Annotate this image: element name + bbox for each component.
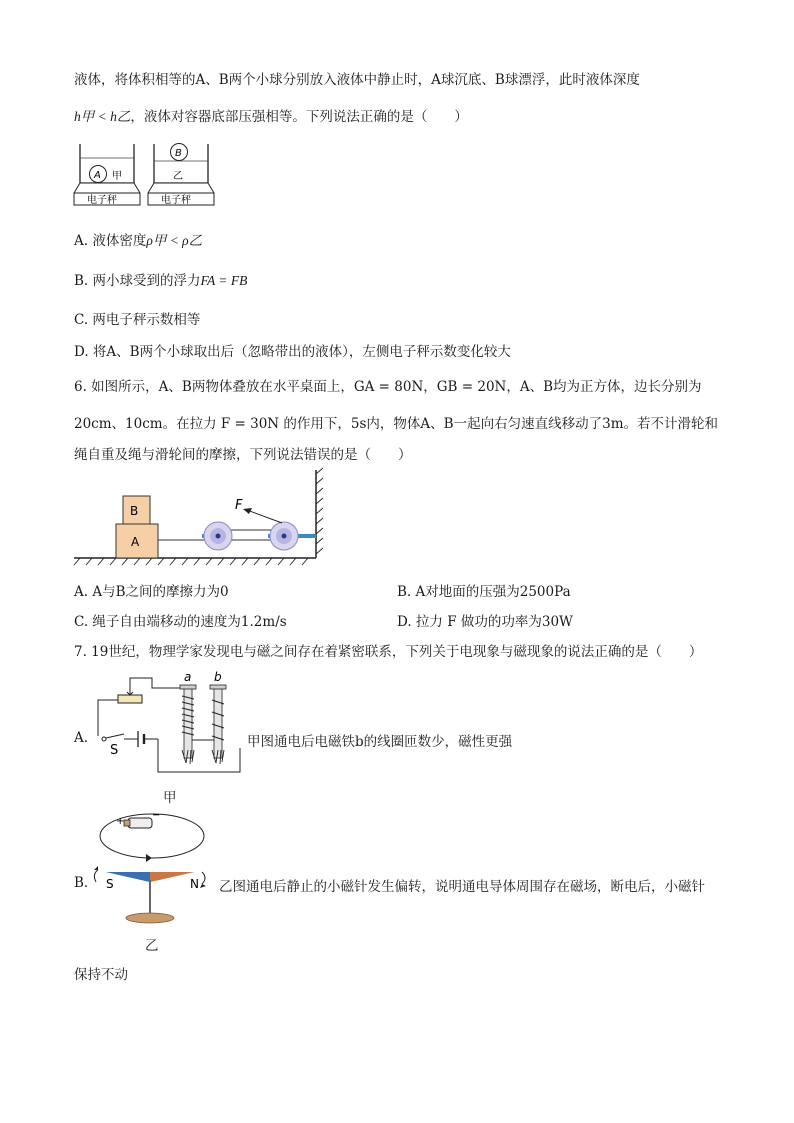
ball-a-label: A xyxy=(94,170,101,181)
left-scale xyxy=(74,183,140,206)
q5-option-a xyxy=(74,229,202,249)
q5-option-d: D. 将A、B两个小球取出后（忽略带出的液体），左侧电子秤示数变化较大 xyxy=(74,344,511,360)
right-beaker xyxy=(154,144,208,184)
coil-a-label: a xyxy=(184,670,192,684)
electromagnet-a xyxy=(180,670,196,764)
block-b-label: B xyxy=(130,504,139,518)
q7-stem: 7. 19世纪，物理学家发现电与磁之间存在着紧密联系，下列关于电现象与磁现象的说法正确的是（ ） xyxy=(74,644,703,660)
scale-right-label: 电子秤 xyxy=(161,195,191,206)
force-label: F xyxy=(235,498,243,513)
label-yi: 乙 xyxy=(173,171,183,182)
label-jia: 甲 xyxy=(112,171,122,182)
pole-n-label: N xyxy=(190,877,199,891)
q6-stem-line1: 6. 如图所示，A、B两物体叠放在水平桌面上，GA = 80N，GB = 20N，A、B均为正方体，边长分别为 xyxy=(74,379,702,395)
electromagnet-b xyxy=(210,670,226,764)
coil-b-label: b xyxy=(214,670,222,684)
scale-left-label: 电子秤 xyxy=(87,195,117,206)
q5-option-b xyxy=(74,269,247,289)
q5-stem-line1: 液体，将体积相等的A、B两个小球分别放入液体中静止时，A球沉底、B球漂浮，此时液体深度 xyxy=(74,72,640,88)
plus-label: + xyxy=(116,816,125,827)
q6-stem-line3: 绳自重及绳与滑轮间的摩擦，下列说法错误的是（ ） xyxy=(74,447,412,463)
right-scale xyxy=(148,183,214,206)
q5-option-b-math: FA = FB xyxy=(200,273,248,288)
movable-pulley xyxy=(204,522,232,550)
q5-option-b-text: B. 两小球受到的浮力 xyxy=(74,273,201,289)
q5-stem-line2 xyxy=(74,105,468,125)
q5-option-a-text: A. 液体密度 xyxy=(74,233,147,249)
figure-yi-caption: 乙 xyxy=(145,938,159,954)
q7-option-b-label: B. xyxy=(74,875,89,891)
figure-jia-caption: 甲 xyxy=(163,790,177,806)
q6-option-d: D. 拉力 F 做功的功率为30W xyxy=(397,614,573,630)
q7-option-a-label: A. xyxy=(74,730,89,746)
q6-option-c: C. 绳子自由端移动的速度为1.2m/s xyxy=(74,614,287,630)
q7-option-b-continuation: 保持不动 xyxy=(74,967,128,983)
q6-option-b: B. A对地面的压强为2500Pa xyxy=(397,584,571,600)
left-beaker xyxy=(80,144,134,183)
q5-figure xyxy=(70,138,220,214)
pole-s-label: S xyxy=(106,877,114,891)
q7-option-b-text: 乙图通电后静止的小磁针发生偏转，说明通电导体周围存在磁场，断电后，小磁针 xyxy=(219,879,705,895)
q7-figure-yi xyxy=(92,808,218,934)
fixed-pulley xyxy=(270,522,298,550)
ball-b-label: B xyxy=(175,148,182,159)
q5-depth-relation: h甲 < h乙 xyxy=(74,109,131,124)
block-a-label: A xyxy=(131,535,140,549)
q7-option-a-text: 甲图通电后电磁铁b的线圈匝数少，磁性更强 xyxy=(247,734,513,750)
q6-figure xyxy=(72,468,324,568)
q5-option-a-math: ρ甲 < ρ乙 xyxy=(146,233,203,248)
q6-option-a: A. A与B之间的摩擦力为0 xyxy=(74,584,229,600)
q6-stem-line2: 20cm、10cm。在拉力 F = 30N 的作用下，5s内，物体A、B一起向右匀速直线移动了3m。若不计滑轮和 xyxy=(74,416,718,432)
minus-label: − xyxy=(152,810,161,821)
switch-label: S xyxy=(110,743,119,758)
q5-stem-line2-text: ，液体对容器底部压强相等。下列说法正确的是（ ） xyxy=(130,109,468,125)
q5-option-c: C. 两电子秤示数相等 xyxy=(74,312,201,328)
q7-figure-jia xyxy=(90,668,250,778)
